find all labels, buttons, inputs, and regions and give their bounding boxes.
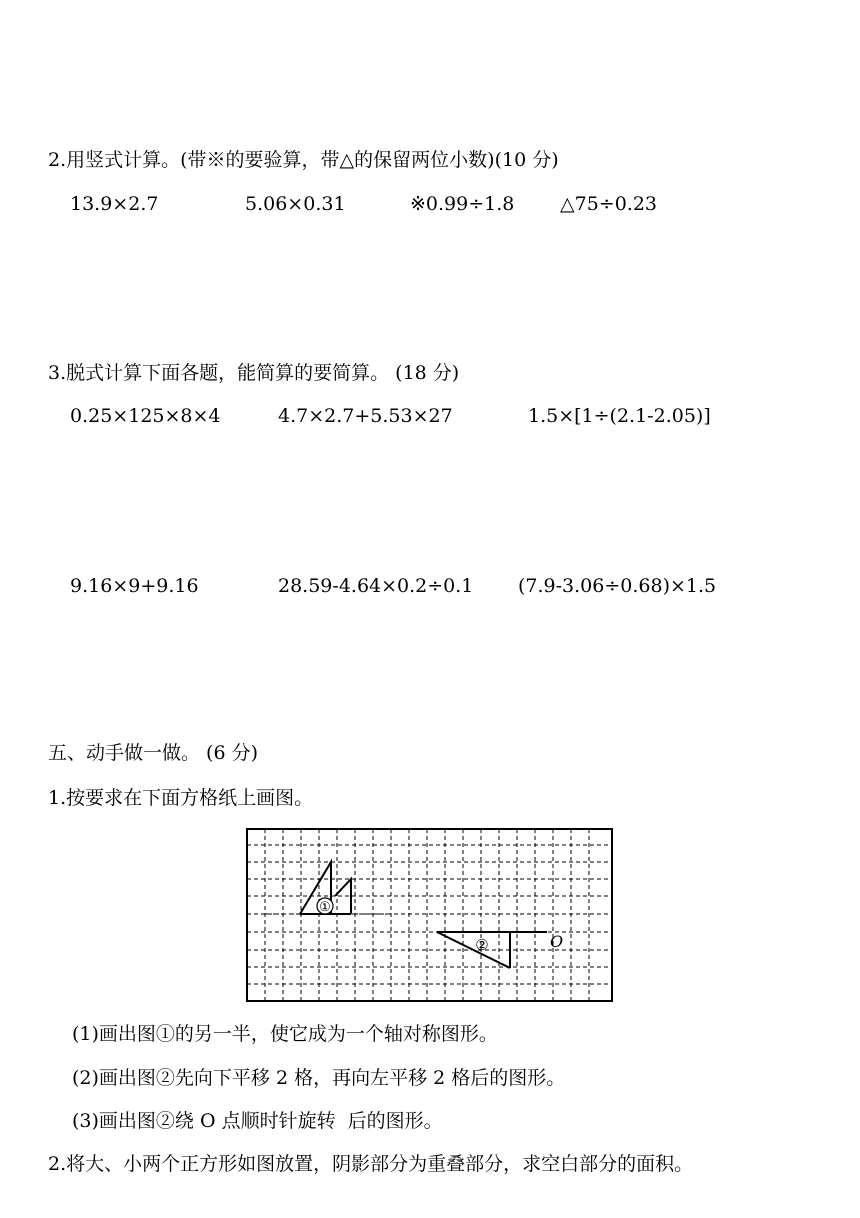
sub-instruction-2: (2)画出图②先向下平移 2 格，再向左平移 2 格后的图形。 bbox=[72, 1067, 566, 1089]
q2-item-4: △75÷0.23 bbox=[560, 193, 658, 215]
section5-heading: 五、动手做一做。 (6 分) bbox=[48, 742, 258, 764]
figure-2-label: ② bbox=[475, 936, 489, 954]
task1-instruction: 1.按要求在下面方格纸上画图。 bbox=[48, 787, 314, 809]
q3-row2-item-3: (7.9-3.06÷0.68)×1.5 bbox=[518, 575, 717, 597]
grid-figure bbox=[245, 826, 615, 1004]
sub-instruction-1: (1)画出图①的另一半，使它成为一个轴对称图形。 bbox=[72, 1023, 498, 1045]
q3-row2-item-1: 9.16×9+9.16 bbox=[70, 575, 199, 597]
grid-svg bbox=[245, 826, 615, 1004]
q2-item-3: ※0.99÷1.8 bbox=[410, 193, 515, 215]
q2-item-1: 13.9×2.7 bbox=[70, 193, 159, 215]
q2-heading: 2.用竖式计算。(带※的要验算，带△的保留两位小数)(10 分) bbox=[48, 149, 559, 171]
point-o-label: O bbox=[550, 932, 564, 951]
q3-row1-item-1: 0.25×125×8×4 bbox=[70, 405, 221, 427]
q3-heading: 3.脱式计算下面各题，能简算的要简算。 (18 分) bbox=[48, 362, 460, 384]
task2-instruction: 2.将大、小两个正方形如图放置，阴影部分为重叠部分，求空白部分的面积。 bbox=[48, 1153, 694, 1175]
sub-instruction-3: (3)画出图②绕 O 点顺时针旋转 后的图形。 bbox=[72, 1110, 443, 1132]
q3-row1-item-2: 4.7×2.7+5.53×27 bbox=[278, 405, 453, 427]
figure-1-label: ① bbox=[319, 900, 331, 915]
q2-item-2: 5.06×0.31 bbox=[245, 193, 346, 215]
q3-row1-item-3: 1.5×[1÷(2.1-2.05)] bbox=[528, 405, 711, 427]
q3-row2-item-2: 28.59-4.64×0.2÷0.1 bbox=[278, 575, 474, 597]
